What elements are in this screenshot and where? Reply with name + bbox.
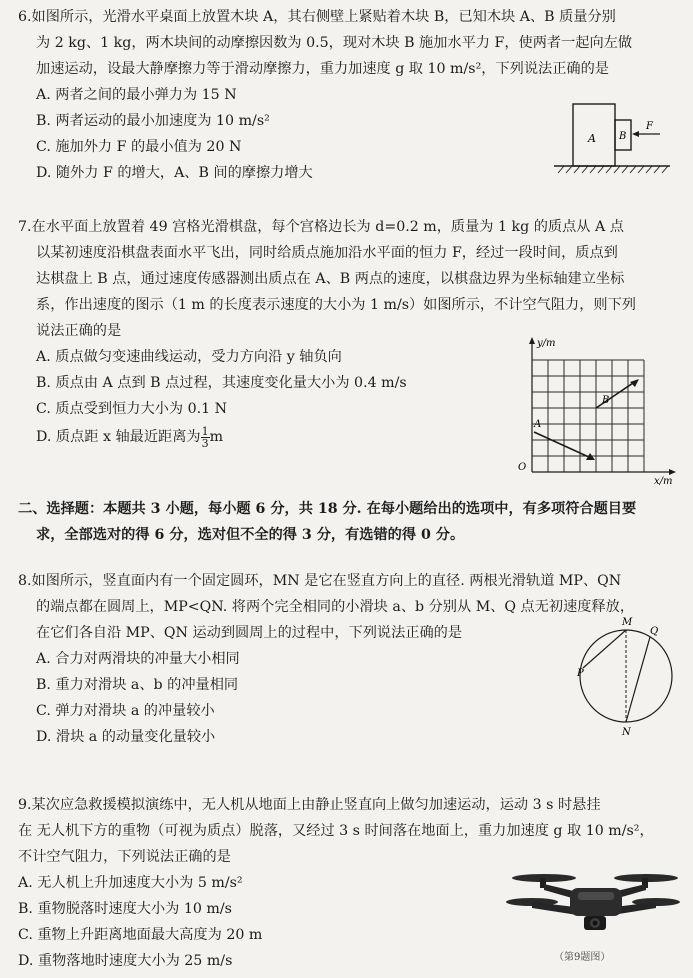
q8-figure-circle	[578, 614, 678, 738]
point-b-label: B	[602, 395, 610, 406]
q6-option-a[interactable]: A. 两者之间的最小弹力为 15 N	[36, 87, 237, 103]
q9-option-a[interactable]: A. 无人机上升加速度大小为 5 m/s²	[18, 875, 243, 891]
q7-stem-line: 系，作出速度的图示（1 m 的长度表示速度的大小为 1 m/s）如图所示，不计空气阻力，则下列	[36, 297, 636, 313]
q7-option-d-unit: m	[209, 429, 224, 445]
y-axis-arrow	[529, 337, 535, 344]
q8-option-d[interactable]: D. 滑块 a 的动量变化量较小	[36, 729, 216, 745]
q6-stem-line: 为 2 kg、1 kg，两木块间的动摩擦因数为 0.5，现对木块 B 施加水平力 F，使两者一起向左做	[36, 35, 633, 51]
q7-stem-line: 7.在水平面上放置着 49 宫格光滑棋盘，每个宫格边长为 d=0.2 m，质量为 1 kg 的质点从 A 点	[18, 219, 624, 235]
q9-stem-line: 在 无人机下方的重物（可视为质点）脱落，又经过 3 s 时间落在地面上，重力加速度 g 取 10 m/s²，	[18, 823, 654, 839]
q7-stem-line: 以某初速度沿棋盘表面水平飞出，同时给质点施加沿水平面的恒力 F，经过一段时间，质点到	[36, 245, 618, 261]
q6-stem-line: 6.如图所示，光滑水平桌面上放置木块 A，其右侧壁上紧贴着木块 B，已知木块 A、B 质量分别	[18, 9, 616, 25]
section-2-line: 求，全部选对的得 6 分，选对但不全的得 3 分，有选错的得 0 分。	[36, 527, 465, 543]
q9-figure-drone	[506, 862, 682, 968]
drone-icon	[506, 874, 680, 930]
label-p: P	[577, 668, 584, 679]
q6-stem-line: 加速运动，设最大静摩擦力等于滑动摩擦力，重力加速度 g 取 10 m/s²，下列说法正确的是	[36, 61, 609, 77]
y-axis-label: y/m	[537, 338, 556, 349]
label-q: Q	[650, 626, 659, 637]
q8-stem-line: 在它们各自沿 MP、QN 运动到圆周上的过程中，下列说法正确的是	[36, 625, 463, 641]
force-arrow-head	[632, 131, 639, 137]
q9-option-c[interactable]: C. 重物上升距离地面最大高度为 20 m	[18, 927, 263, 943]
q8-stem-line: 8.如图所示，竖直面内有一个固定圆环，MN 是它在竖直方向上的直径. 两根光滑轨道 MP、QN	[18, 573, 622, 589]
chessboard-grid	[532, 360, 644, 472]
q6-option-c[interactable]: C. 施加外力 F 的最小值为 20 N	[36, 139, 242, 155]
q9-stem-line: 9.某次应急救援模拟演练中，无人机从地面上由静止竖直向上做匀加速运动，运动 3 s 时悬挂	[18, 797, 601, 813]
block-b-label: B	[619, 131, 627, 142]
velocity-vector-b-head	[630, 379, 639, 387]
q7-option-b[interactable]: B. 质点由 A 点到 B 点过程，其速度变化量大小为 0.4 m/s	[36, 375, 407, 391]
figure-caption: （第9题图）	[554, 952, 611, 963]
q7-option-a[interactable]: A. 质点做匀变速曲线运动，受力方向沿 y 轴负向	[36, 349, 342, 365]
q7-option-d-text: D. 质点距 x 轴最近距离为	[36, 429, 201, 445]
table-hatching	[558, 166, 668, 173]
q8-option-b[interactable]: B. 重力对滑块 a、b 的冲量相同	[36, 677, 239, 693]
q9-stem-line: 不计空气阻力，下列说法正确的是	[18, 849, 231, 865]
section-2-header	[18, 496, 682, 548]
section-2-line: 二、选择题：本题共 3 小题，每小题 6 分，共 18 分. 在每小题给出的选项中，有多项符合题目要	[18, 501, 637, 517]
block-a-label: A	[588, 132, 596, 145]
q8-stem-line: 的端点都在圆周上，MP<QN. 将两个完全相同的小滑块 a、b 分别从 M、Q 点无初速度释放，	[36, 599, 635, 615]
x-axis-arrow	[669, 469, 676, 475]
q8-option-a[interactable]: A. 合力对两滑块的冲量大小相同	[36, 651, 240, 667]
fraction-one-third: $\frac{1}{3}$	[201, 424, 209, 450]
q6-option-b[interactable]: B. 两者运动的最小加速度为 10 m/s²	[36, 113, 270, 129]
label-m: M	[622, 617, 633, 628]
q7-option-c[interactable]: C. 质点受到恒力大小为 0.1 N	[36, 401, 228, 417]
track-qn	[626, 637, 650, 722]
velocity-vector-a	[534, 432, 591, 458]
q9-option-b[interactable]: B. 重物脱落时速度大小为 10 m/s	[18, 901, 232, 917]
q7-figure-chessboard	[496, 334, 686, 486]
q9-option-d[interactable]: D. 重物落地时速度大小为 25 m/s	[18, 953, 233, 969]
force-label: F	[646, 121, 653, 132]
q8-option-c[interactable]: C. 弹力对滑块 a 的冲量较小	[36, 703, 215, 719]
q6-figure-blocks	[548, 100, 678, 178]
q6-option-d[interactable]: D. 随外力 F 的增大，A、B 间的摩擦力增大	[36, 165, 313, 181]
label-n: N	[622, 727, 631, 738]
origin-label: O	[518, 462, 527, 473]
x-axis-label: x/m	[654, 476, 673, 487]
q7-stem-line: 达棋盘上 B 点，通过速度传感器测出质点在 A、B 两点的速度，以棋盘边界为坐标轴建立坐标	[36, 271, 625, 287]
point-a-label: A	[534, 419, 542, 430]
q7-stem-line: 说法正确的是	[36, 323, 122, 339]
